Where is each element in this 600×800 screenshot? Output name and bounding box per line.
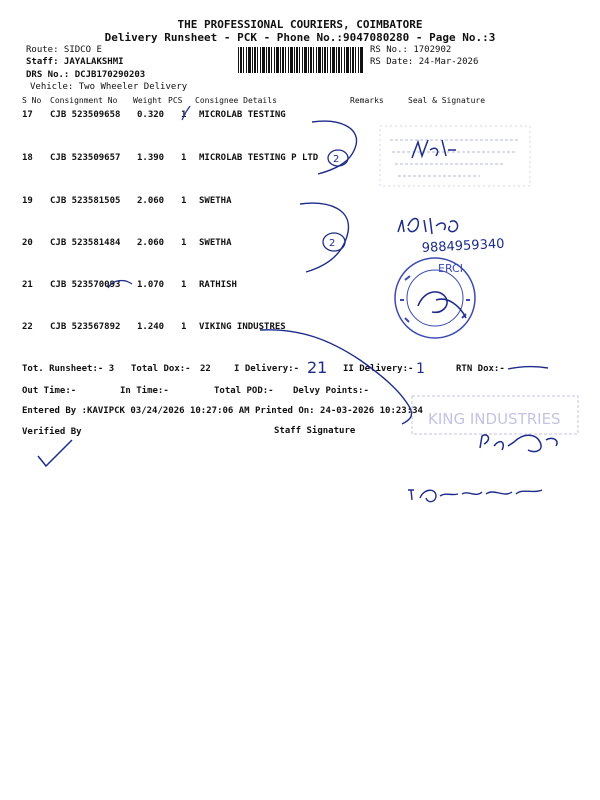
total-runsheet: Tot. Runsheet:- 3 [22,364,115,374]
row-21-consignee: RATHISH [199,280,237,290]
company-title: THE PROFESSIONAL COURIERS, COIMBATORE [177,18,423,31]
printed-on: Printed On: 24-03-2026 10:23:34 [255,406,423,416]
ii-delivery-label: II Delivery:- [343,364,414,374]
verified-tick [38,440,72,466]
handwritten-ii-delivery: 1 [416,361,425,377]
row-22-consignment: CJB 523567892 [50,322,121,332]
row-19-pcs: 1 [181,196,187,206]
row-21-weight: 1.070 [137,280,165,290]
signature-row-19 [398,218,458,234]
row-20-consignment: CJB 523581484 [50,238,121,248]
long-stroke-row-22 [260,330,412,424]
total-dox-label: Total Dox:- [131,364,191,374]
row-17-consignment: CJB 523509658 [50,110,121,120]
row-17-pcs: 1 [181,110,187,120]
col-consignment: Consignment No [50,96,118,105]
row-20-weight: 2.060 [137,238,165,248]
row-19-weight: 2.060 [137,196,165,206]
row-18-consignment: CJB 523509657 [50,153,121,163]
faded-stamp-top [380,126,530,186]
viking-stamp-text: KING INDUSTRIES [428,410,561,428]
col-pcs: PCS [168,96,183,105]
row-22-pcs: 1 [181,322,187,332]
circle-number-row-18: 2 [333,154,340,165]
rs-date: RS Date: 24-Mar-2026 [370,57,479,67]
row-20-sno: 20 [22,238,33,248]
rtn-dox-label: RTN Dox:- [456,364,505,374]
row-18-weight: 1.390 [137,153,165,163]
handwritten-i-delivery: 21 [307,358,328,377]
total-dox-value: 22 [200,364,211,374]
round-stamp-text: ERCI [438,262,463,275]
row-22-weight: 1.240 [137,322,165,332]
row-20-consignee: SWETHA [199,238,232,248]
signature-footer-right [480,435,557,452]
row-22-consignee: VIKING INDUSTRES [199,322,286,332]
i-delivery-label: I Delivery:- [234,364,300,374]
row-18-consignee: MICROLAB TESTING P LTD [199,153,319,163]
viking-stamp [412,396,578,434]
staff-signature-label: Staff Signature [274,426,356,436]
drs-number: DRS No.: DCJB170290203 [26,70,146,80]
row-20-pcs: 1 [181,238,187,248]
row-19-sno: 19 [22,196,33,206]
out-time-label: Out Time:- [22,386,77,396]
row-18-pcs: 1 [181,153,187,163]
circle-mark-row-21 [108,281,132,288]
in-time-label: In Time:- [120,386,169,396]
col-remarks: Remarks [350,96,384,105]
row-21-pcs: 1 [181,280,187,290]
signature-row-18 [412,140,456,158]
row-19-consignee: SWETHA [199,196,232,206]
vehicle-label: Vehicle: Two Wheeler Delivery [30,82,188,92]
row-17-consignee: MICROLAB TESTING [199,110,286,120]
route-label: Route: SIDCO E [26,45,102,55]
col-sno: S No [22,96,42,105]
staff-signature [408,490,542,502]
rtn-dox-dash [508,367,548,369]
row-17-sno: 17 [22,110,33,120]
round-stamp [395,258,475,338]
row-21-sno: 21 [22,280,33,290]
delvy-points-label: Delvy Points:- [293,386,369,396]
row-22-sno: 22 [22,322,33,332]
rs-number: RS No.: 1702902 [370,45,452,55]
row-21-consignment: CJB 523570093 [50,280,121,290]
handwritten-phone: 9884959340 [421,236,505,256]
circle-number-row-20: 2 [329,238,336,249]
entered-by: Entered By :KAVIPCK 03/24/2026 10:27:06 AM [22,406,250,416]
staff-label: Staff: JAYALAKSHMI [26,57,124,67]
col-weight: Weight [133,96,162,105]
runsheet-subtitle: Delivery Runsheet - PCK - Phone No.:9047080280 - Page No.:3 [104,31,496,44]
col-seal: Seal & Signature [408,96,486,105]
col-consignee: Consignee Details [195,96,277,105]
row-17-weight: 0.320 [137,110,165,120]
row-18-sno: 18 [22,153,33,163]
total-pod-label: Total POD:- [214,386,274,396]
row-19-consignment: CJB 523581505 [50,196,121,206]
verified-by-label: Verified By [22,427,82,437]
tick-mark-row-17 [182,106,190,120]
